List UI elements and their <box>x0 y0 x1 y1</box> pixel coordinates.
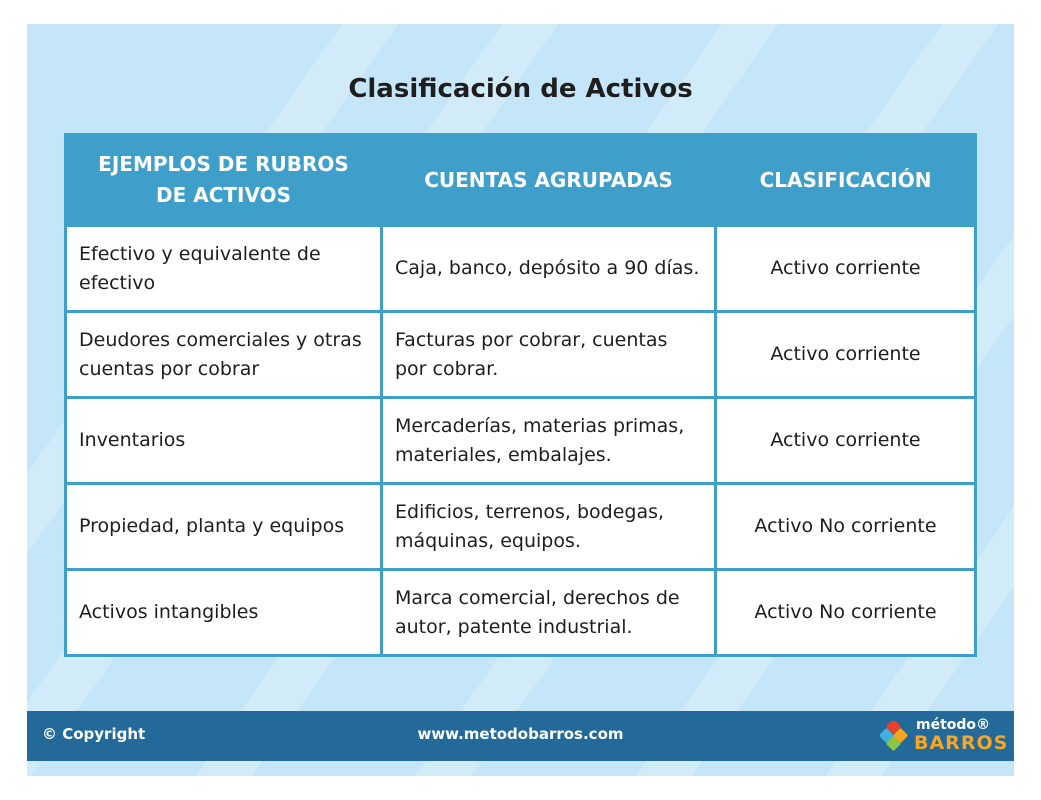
header-clasificacion: CLASIFICACIÓN <box>716 135 976 226</box>
logo-text-barros: BARROS <box>914 732 1009 754</box>
metodo-barros-logo <box>880 717 1009 755</box>
header-cuentas: CUENTAS AGRUPADAS <box>382 135 716 226</box>
copyright-text: © Copyright <box>42 725 146 743</box>
logo-mark-icon <box>880 721 910 751</box>
page-title: Clasificación de Activos <box>348 74 693 104</box>
table-row <box>66 570 976 656</box>
footer-bar <box>27 711 1014 761</box>
table-row <box>66 484 976 570</box>
infographic-card <box>27 24 1014 776</box>
cell-rubro: Efectivo y equivalente de efectivo <box>66 226 382 312</box>
cell-cuentas: Edificios, terrenos, bodegas, máquinas, equipos. <box>382 484 716 570</box>
table-row <box>66 226 976 312</box>
table-row <box>66 312 976 398</box>
logo-text-metodo: método® <box>916 717 991 733</box>
cell-rubro: Inventarios <box>66 398 382 484</box>
cell-cuentas: Mercaderías, materias primas, materiales, embalajes. <box>382 398 716 484</box>
cell-rubro: Activos intangibles <box>66 570 382 656</box>
table-row <box>66 398 976 484</box>
cell-cuentas: Marca comercial, derechos de autor, patente industrial. <box>382 570 716 656</box>
header-rubros-line1: EJEMPLOS DE RUBROS <box>98 152 349 176</box>
assets-table <box>64 133 977 657</box>
cell-clasificacion: Activo corriente <box>716 312 976 398</box>
header-rubros-line2: DE ACTIVOS <box>156 183 291 207</box>
cell-clasificacion: Activo No corriente <box>716 484 976 570</box>
cell-cuentas: Caja, banco, depósito a 90 días. <box>382 226 716 312</box>
cell-rubro: Propiedad, planta y equipos <box>66 484 382 570</box>
table-header-row <box>66 135 976 226</box>
cell-cuentas: Facturas por cobrar, cuentas por cobrar. <box>382 312 716 398</box>
website-link[interactable]: www.metodobarros.com <box>417 725 624 743</box>
cell-clasificacion: Activo corriente <box>716 226 976 312</box>
cell-rubro: Deudores comerciales y otras cuentas por cobrar <box>66 312 382 398</box>
cell-clasificacion: Activo corriente <box>716 398 976 484</box>
cell-clasificacion: Activo No corriente <box>716 570 976 656</box>
header-rubros <box>66 135 382 226</box>
